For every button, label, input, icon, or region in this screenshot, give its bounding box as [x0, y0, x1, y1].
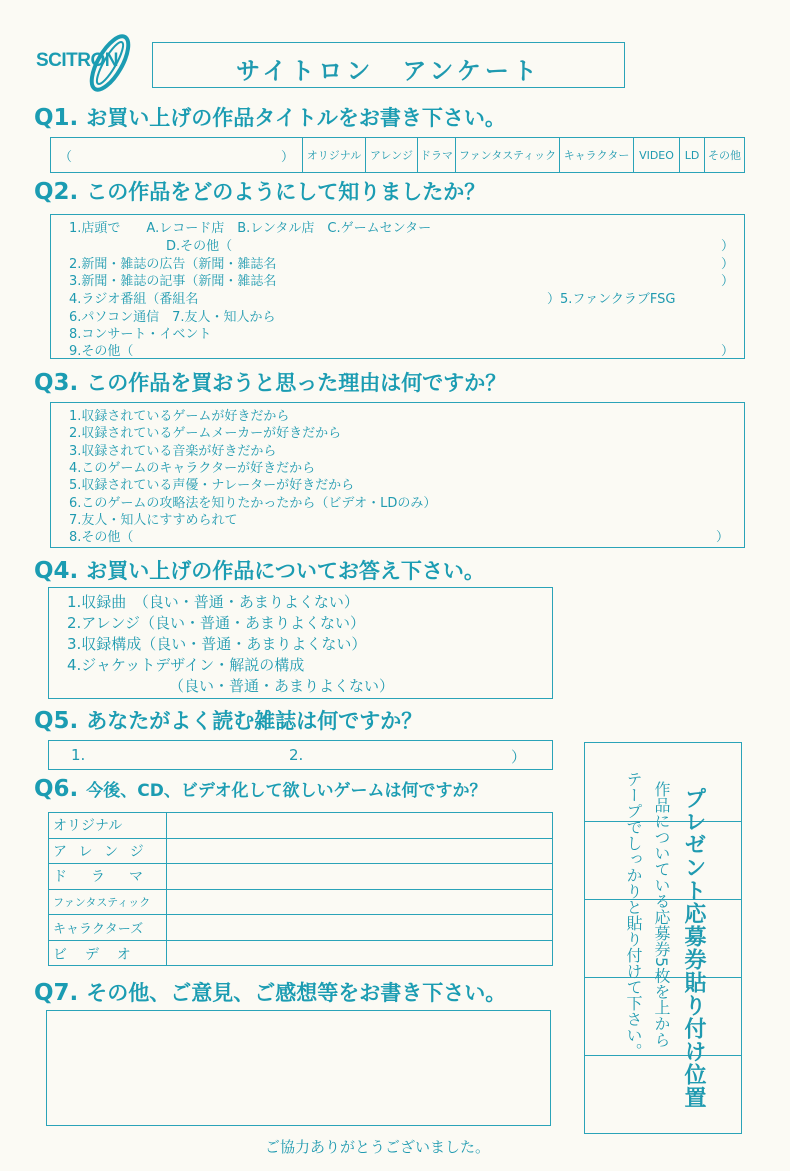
q3-option-1[interactable]: 1.収録されているゲームが好きだから: [69, 409, 290, 424]
q6-row-label: ビデオ: [49, 941, 167, 966]
q5-item-1: 1.: [71, 746, 86, 764]
q2-heading: [34, 176, 485, 206]
q1-option-ld[interactable]: LD: [680, 138, 705, 172]
present-instruction-1: 作品についている応募券5枚を上から: [652, 781, 671, 1048]
q1-option-original[interactable]: オリジナル: [303, 138, 366, 172]
q4-item-1[interactable]: 1.収録曲 （良い・普通・あまりよくない）: [67, 593, 359, 611]
q1-option-arrange[interactable]: アレンジ: [366, 138, 418, 172]
q3-options-box: [50, 402, 745, 548]
q1-option-drama[interactable]: ドラマ: [418, 138, 456, 172]
q1-number: Q1.: [34, 105, 79, 131]
q4-text: お買い上げの作品についてお答え下さい。: [86, 559, 485, 583]
q3-text: この作品を買おうと思った理由は何ですか？: [86, 371, 507, 395]
q6-row[interactable]: [49, 839, 552, 865]
q4-heading: [34, 555, 485, 585]
q6-row[interactable]: [49, 890, 552, 916]
ticket-divider: [585, 1055, 741, 1056]
q1-option-fantastic[interactable]: ファンタスティック: [456, 138, 560, 172]
present-ticket-area: [584, 742, 742, 1134]
q3-option-3[interactable]: 3.収録されている音楽が好きだから: [69, 444, 277, 459]
q2-option-1[interactable]: 1.店頭で A.レコード店 B.レンタル店 C.ゲームセンター: [69, 221, 432, 236]
q2-option-2[interactable]: 2.新聞・雑誌の広告（新聞・雑誌名: [69, 257, 277, 272]
q2-close-paren-9: ）: [721, 344, 735, 359]
present-title: プレゼント応募券貼り付け位置: [681, 787, 706, 1109]
q5-close-paren: ）: [511, 748, 527, 766]
q6-number: Q6.: [34, 776, 79, 802]
q3-option-5[interactable]: 5.収録されている声優・ナレーターが好きだから: [69, 478, 355, 493]
scitron-logo: [30, 28, 140, 98]
q6-text: 今後、CD、ビデオ化して欲しいゲームは何ですか？: [86, 781, 487, 801]
logo-text: SCITRON: [36, 50, 118, 71]
q4-item-3[interactable]: 3.収録構成（良い・普通・あまりよくない）: [67, 635, 367, 653]
q2-number: Q2.: [34, 179, 79, 205]
q6-row[interactable]: [49, 864, 552, 890]
q2-option-9[interactable]: 9.その他（: [69, 344, 134, 359]
q5-text: あなたがよく読む雑誌は何ですか？: [86, 709, 423, 733]
q5-heading: [34, 705, 422, 735]
q7-heading: [34, 977, 506, 1007]
q5-answer-box[interactable]: [48, 740, 553, 770]
q3-option-4[interactable]: 4.このゲームのキャラクターが好きだから: [69, 461, 316, 476]
q3-option-6[interactable]: 6.このゲームの攻略法を知りたかったから（ビデオ・LDのみ）: [69, 496, 437, 511]
q2-close-paren-3: ）: [721, 274, 735, 289]
q2-options-box: [50, 214, 745, 359]
q3-close-paren-8: ）: [716, 530, 730, 545]
q7-number: Q7.: [34, 980, 79, 1006]
q6-row-label: キャラクターズ: [49, 915, 167, 940]
q6-heading: [34, 776, 487, 802]
q1-option-video[interactable]: VIDEO: [634, 138, 680, 172]
q1-heading: [34, 102, 506, 132]
q6-table: [48, 812, 553, 966]
q1-close-paren: ）: [280, 149, 294, 165]
q6-row[interactable]: [49, 941, 552, 966]
present-instruction-2: テープでしっかりと貼り付けて下さい。: [624, 771, 643, 1059]
q5-number: Q5.: [34, 708, 79, 734]
q2-option-5-fanclub[interactable]: ）5.ファンクラブFSG: [547, 292, 676, 307]
q3-option-7[interactable]: 7.友人・知人にすすめられて: [69, 513, 238, 528]
q6-row[interactable]: [49, 915, 552, 941]
title-box: [152, 42, 625, 88]
q3-option-8[interactable]: 8.その他（: [69, 530, 134, 545]
q6-row-label: オリジナル: [49, 813, 167, 838]
q4-options-box: [48, 587, 553, 699]
q4-number: Q4.: [34, 558, 79, 584]
q6-row-label: アレンジ: [49, 839, 167, 864]
q2-close-paren-2: ）: [721, 257, 735, 272]
q2-option-1d[interactable]: D.その他（: [166, 239, 233, 254]
q3-number: Q3.: [34, 370, 79, 396]
q4-item-2[interactable]: 2.アレンジ（良い・普通・あまりよくない）: [67, 614, 365, 632]
q1-option-other[interactable]: その他: [708, 149, 741, 162]
q1-answer-row[interactable]: [50, 137, 745, 173]
q2-option-4[interactable]: 4.ラジオ番組（番組名: [69, 292, 199, 307]
q1-text: お買い上げの作品タイトルをお書き下さい。: [86, 106, 506, 130]
q4-item-4[interactable]: 4.ジャケットデザイン・解説の構成: [67, 656, 305, 674]
q2-text: この作品をどのようにして知りましたか？: [86, 180, 486, 204]
q6-row-label: ドラマ: [49, 864, 167, 889]
q3-heading: [34, 367, 506, 397]
q3-option-2[interactable]: 2.収録されているゲームメーカーが好きだから: [69, 426, 342, 441]
footer-thanks: ご協力ありがとうございました。: [265, 1138, 491, 1156]
q7-text: その他、ご意見、ご感想等をお書き下さい。: [86, 981, 507, 1005]
q6-row-label: ファンタスティック: [49, 890, 167, 915]
q6-row[interactable]: [49, 813, 552, 839]
q1-title-field[interactable]: [51, 138, 303, 172]
page-title: サイトロン アンケート: [236, 57, 541, 85]
q2-option-6-7[interactable]: 6.パソコン通信 7.友人・知人から: [69, 310, 276, 325]
q2-option-3[interactable]: 3.新聞・雑誌の記事（新聞・雑誌名: [69, 274, 277, 289]
q5-item-2: 2.: [289, 746, 304, 764]
q1-option-character[interactable]: キャラクター: [560, 138, 634, 172]
q2-close-paren-1: ）: [721, 239, 735, 254]
q7-comment-area[interactable]: [46, 1010, 551, 1126]
q2-option-8[interactable]: 8.コンサート・イベント: [69, 327, 212, 342]
q4-item-4-rating[interactable]: （良い・普通・あまりよくない）: [169, 677, 395, 695]
q1-open-paren: （: [59, 149, 73, 165]
